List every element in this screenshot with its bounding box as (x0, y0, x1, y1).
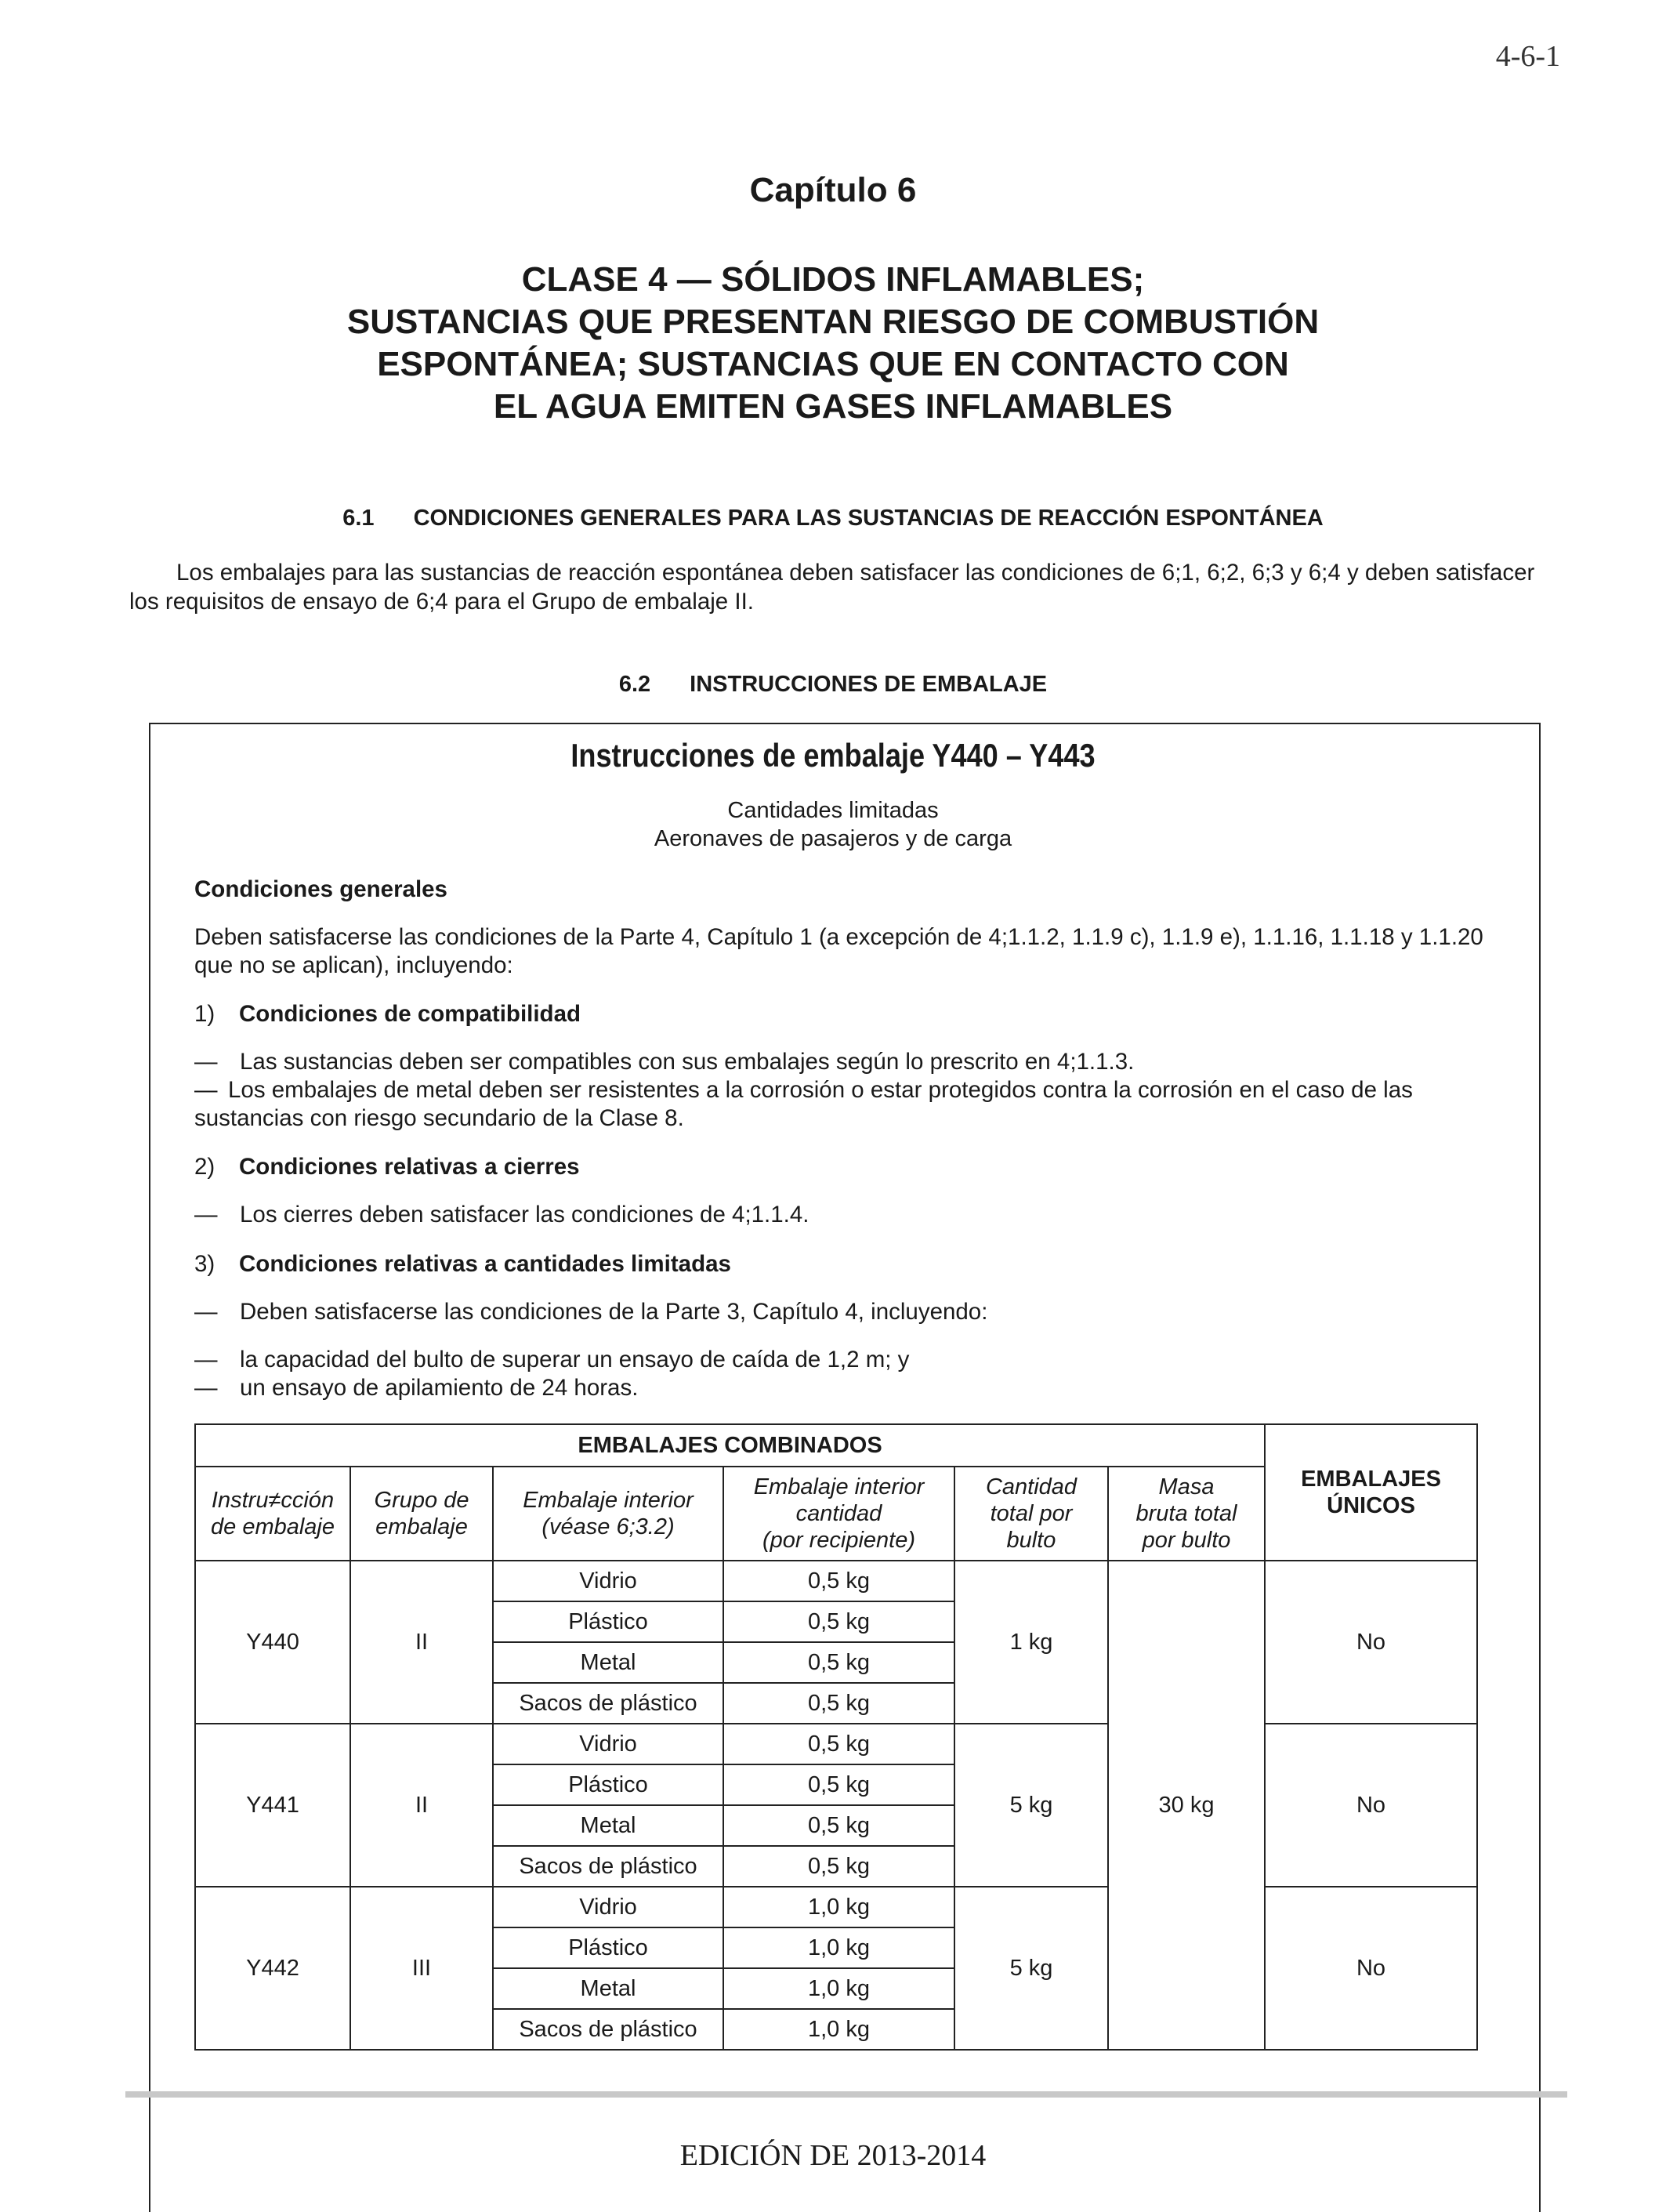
table-row (195, 1561, 1477, 1601)
condition-3-heading (194, 1250, 1511, 1278)
inner-quantity-cell: 1,0 kg (723, 2009, 954, 2050)
header-line: Grupo de (374, 1488, 469, 1513)
header-line: Embalaje interior (753, 1474, 925, 1499)
header-line: bruta total (1135, 1501, 1237, 1526)
table-row (195, 1887, 1477, 1927)
header-line: total por (990, 1501, 1073, 1526)
col-header-inner-quantity (723, 1467, 954, 1561)
section-title: CONDICIONES GENERALES PARA LAS SUSTANCIAS DE REACCIÓN ESPONTÁNEA (413, 506, 1324, 531)
gross-mass-cell: 30 kg (1108, 1561, 1265, 2050)
dash: — (194, 1202, 218, 1227)
header-line: de embalaje (211, 1514, 335, 1539)
condition-1-heading (194, 1000, 1511, 1028)
packing-group-cell: II (350, 1724, 493, 1887)
page-number: 4-6-1 (1495, 40, 1560, 73)
inner-packaging-cell: Sacos de plástico (493, 2009, 723, 2050)
condition-2-heading (194, 1153, 1511, 1181)
dash: — (194, 1049, 218, 1075)
combined-packagings-header: EMBALAJES COMBINADOS (195, 1424, 1265, 1467)
col-header-packing-group (350, 1467, 493, 1561)
dash: — (194, 1375, 218, 1401)
col-header-gross-mass (1108, 1467, 1265, 1561)
col-header-inner-packaging (493, 1467, 723, 1561)
instruction-cell: Y442 (195, 1887, 350, 2050)
section-6-1-text: Los embalajes para las sustancias de reacción espontánea deben satisfacer las condiciones de 6;1, 6;2, 6;3 y 6;4 y deben satisfacer los requisitos de ensayo de 6;4 para el Grupo de embalaje II. (129, 560, 1535, 615)
condition-2-line (194, 1201, 1511, 1229)
general-conditions-heading (194, 876, 1511, 904)
inner-quantity-cell: 1,0 kg (723, 1927, 954, 1968)
inner-quantity-cell: 0,5 kg (723, 1764, 954, 1805)
col-header-instruction (195, 1467, 350, 1561)
total-quantity-cell: 1 kg (954, 1561, 1108, 1724)
condition-title: Condiciones de compatibilidad (239, 1001, 581, 1027)
footer-divider (125, 2091, 1567, 2098)
dash: — (194, 1347, 218, 1373)
total-quantity-cell: 5 kg (954, 1724, 1108, 1887)
condition-text: la capacidad del bulto de superar un ensayo de caída de 1,2 m; y (240, 1347, 910, 1373)
inner-packaging-cell: Vidrio (493, 1724, 723, 1764)
section-6-2-heading (0, 672, 1666, 698)
condition-text: un ensayo de apilamiento de 24 horas. (240, 1375, 639, 1401)
chapter-heading: Capítulo 6 (749, 171, 917, 209)
section-6-1-paragraph (129, 558, 1563, 616)
chapter-title (0, 259, 1666, 428)
packing-group-cell: II (350, 1561, 493, 1724)
packing-group-cell: III (350, 1887, 493, 2050)
single-packaging-cell: No (1265, 1887, 1477, 2050)
condition-text: Los embalajes de metal deben ser resistentes a la corrosión o estar protegidos contra la corrosión en el caso de las sustancias con riesgo secundario de la Clase 8. (194, 1077, 1413, 1131)
inner-packaging-cell: Plástico (493, 1927, 723, 1968)
header-line: ÚNICOS (1327, 1493, 1415, 1518)
condition-title: Condiciones relativas a cantidades limitadas (239, 1251, 731, 1277)
instruction-subtitle: Cantidades limitadas (727, 798, 939, 823)
inner-packaging-cell: Metal (493, 1642, 723, 1683)
list-number: 3) (194, 1251, 215, 1277)
instruction-cell: Y441 (195, 1724, 350, 1887)
single-packaging-cell: No (1265, 1561, 1477, 1724)
condition-1-line (194, 1076, 1511, 1133)
header-line: por bulto (1142, 1528, 1231, 1553)
section-6-1-heading (0, 506, 1666, 531)
chapter-title-line: CLASE 4 — SÓLIDOS INFLAMABLES; (521, 260, 1145, 299)
inner-quantity-cell: 0,5 kg (723, 1683, 954, 1724)
chapter-title-line: ESPONTÁNEA; SUSTANCIAS QUE EN CONTACTO CON (377, 345, 1289, 383)
single-packagings-header (1265, 1424, 1477, 1561)
inner-packaging-cell: Vidrio (493, 1887, 723, 1927)
condition-3-line (194, 1374, 1511, 1402)
inner-quantity-cell: 0,5 kg (723, 1561, 954, 1601)
inner-quantity-cell: 0,5 kg (723, 1601, 954, 1642)
condition-text: Los cierres deben satisfacer las condiciones de 4;1.1.4. (240, 1202, 809, 1227)
dash: — (194, 1077, 218, 1103)
header-line: Instru≠cción (211, 1488, 335, 1513)
header-line: (por recipiente) (762, 1528, 916, 1553)
section-number: 6.1 (342, 506, 375, 531)
table-row (195, 1724, 1477, 1764)
list-number: 1) (194, 1001, 215, 1027)
inner-packaging-cell: Sacos de plástico (493, 1846, 723, 1887)
general-conditions-label: Condiciones generales (194, 876, 447, 902)
inner-quantity-cell: 0,5 kg (723, 1642, 954, 1683)
header-line: cantidad (795, 1501, 882, 1526)
section-number: 6.2 (618, 672, 651, 697)
header-line: Embalaje interior (523, 1488, 694, 1513)
total-quantity-cell: 5 kg (954, 1887, 1108, 2050)
header-line: Masa (1158, 1474, 1215, 1499)
instruction-title: Instrucciones de embalaje Y440 – Y443 (570, 737, 1096, 774)
header-line: Cantidad (985, 1474, 1077, 1499)
general-conditions-text: Deben satisfacerse las condiciones de la Parte 4, Capítulo 1 (a excepción de 4;1.1.2, 1.1.9 c), 1.1.9 e), 1.1.16, 1.1.18 y 1.1.20 que no se aplican), incluyendo: (194, 924, 1483, 978)
inner-packaging-cell: Vidrio (493, 1561, 723, 1601)
single-packaging-cell: No (1265, 1724, 1477, 1887)
chapter-title-line: SUSTANCIAS QUE PRESENTAN RIESGO DE COMBUSTIÓN (346, 303, 1320, 341)
inner-quantity-cell: 0,5 kg (723, 1724, 954, 1764)
inner-quantity-cell: 1,0 kg (723, 1887, 954, 1927)
inner-packaging-cell: Plástico (493, 1601, 723, 1642)
inner-quantity-cell: 0,5 kg (723, 1846, 954, 1887)
header-line: bulto (1006, 1528, 1056, 1553)
inner-packaging-cell: Metal (493, 1805, 723, 1846)
inner-packaging-cell: Sacos de plástico (493, 1683, 723, 1724)
instruction-subtitle: Aeronaves de pasajeros y de carga (654, 826, 1012, 851)
chapter-title-line: EL AGUA EMITEN GASES INFLAMABLES (493, 387, 1173, 426)
inner-quantity-cell: 0,5 kg (723, 1805, 954, 1846)
condition-1-line (194, 1048, 1511, 1076)
col-header-total-quantity (954, 1467, 1108, 1561)
instruction-cell: Y440 (195, 1561, 350, 1724)
header-line: EMBALAJES (1301, 1467, 1441, 1492)
header-line: embalaje (375, 1514, 468, 1539)
inner-packaging-cell: Metal (493, 1968, 723, 2009)
edition-footer: EDICIÓN DE 2013-2014 (679, 2139, 987, 2172)
condition-3-line (194, 1346, 1511, 1374)
packing-table (194, 1423, 1478, 2051)
header-line: (véase 6;3.2) (541, 1514, 675, 1539)
dash: — (194, 1299, 218, 1325)
list-number: 2) (194, 1154, 215, 1180)
section-title: INSTRUCCIONES DE EMBALAJE (690, 672, 1048, 697)
inner-packaging-cell: Plástico (493, 1764, 723, 1805)
condition-text: Las sustancias deben ser compatibles con sus embalajes según lo prescrito en 4;1.1.3. (240, 1049, 1135, 1075)
condition-3-line (194, 1298, 1511, 1326)
inner-quantity-cell: 1,0 kg (723, 1968, 954, 2009)
condition-title: Condiciones relativas a cierres (239, 1154, 580, 1180)
condition-text: Deben satisfacerse las condiciones de la Parte 3, Capítulo 4, incluyendo: (240, 1299, 988, 1325)
